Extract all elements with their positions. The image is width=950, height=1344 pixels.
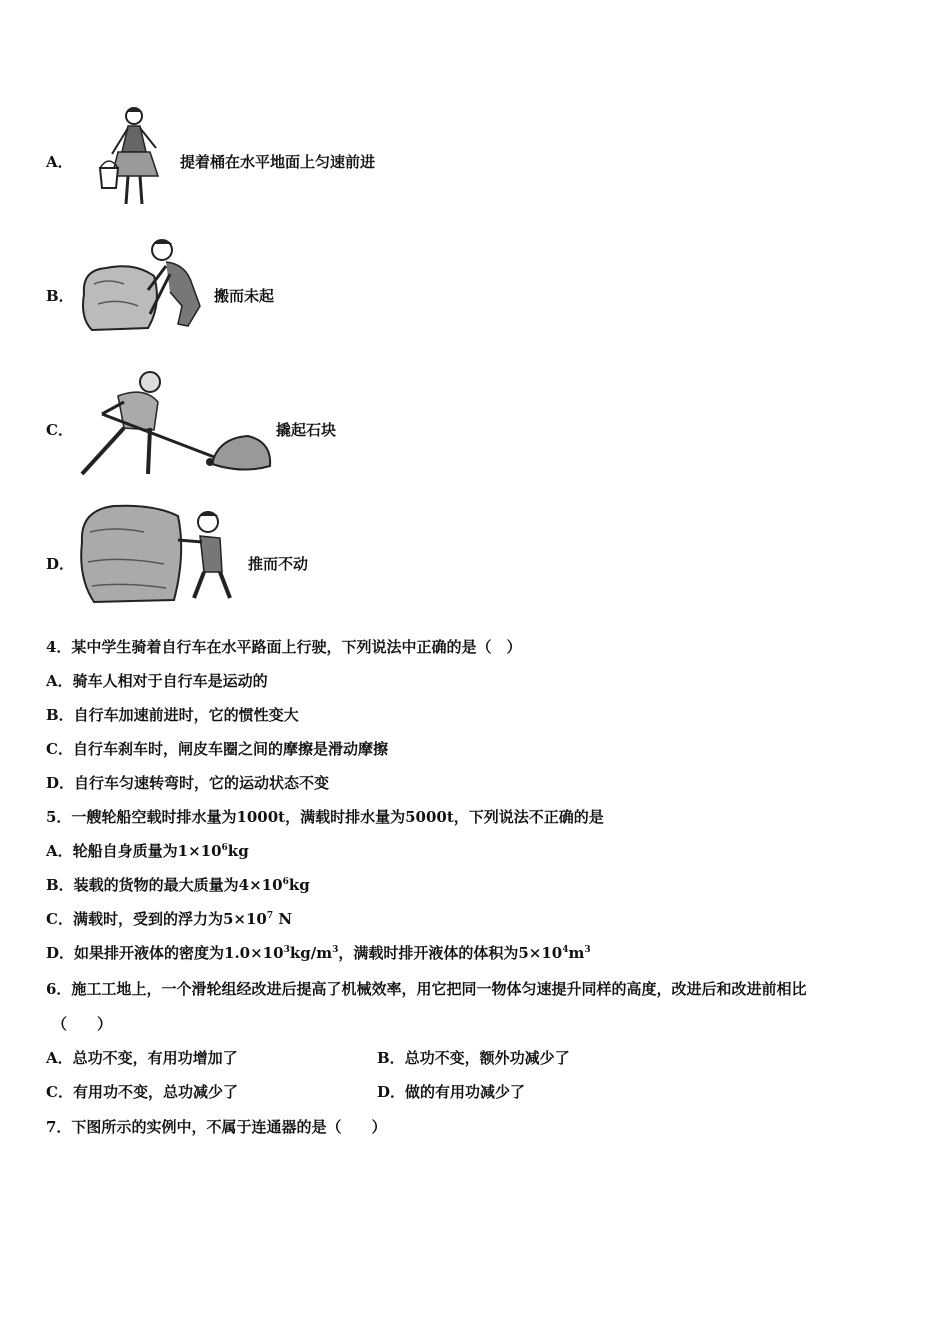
boy-lifting-rock-illustration	[78, 234, 214, 334]
option-caption: 提着桶在水平地面上匀速前进	[180, 153, 376, 171]
option-d: D．如果排开液体的密度为$1.0\times 10^3kg/m^3$，满载时排开液体的体积为$5\times 10^4m^3$	[46, 944, 591, 962]
man-prying-rock-illustration	[72, 368, 276, 480]
option-d: D．自行车匀速转弯时，它的运动状态不变	[46, 774, 330, 792]
option-caption: 撬起石块	[276, 421, 337, 439]
question-stem: 7．下图所示的实例中，不属于连通器的是（ ）	[46, 1118, 387, 1136]
option-letter: D．	[46, 555, 75, 573]
option-b: B．装载的货物的最大质量为$4\times 10^6kg$	[46, 876, 310, 894]
option-caption: 推而不动	[248, 555, 309, 573]
girl-carrying-bucket-illustration	[88, 104, 178, 214]
option-a: A．总功不变，有用功增加了	[46, 1049, 238, 1067]
option-a: A．骑车人相对于自行车是运动的	[46, 672, 268, 690]
question-stem: 6．施工工地上，一个滑轮组经改进后提高了机械效率，用它把同一物体匀速提升同样的高度，改进后和改进前相比	[46, 980, 807, 998]
option-letter: C．	[46, 421, 73, 439]
option-d: D．做的有用功减少了	[377, 1083, 526, 1101]
option-letter: A．	[46, 153, 73, 171]
option-c: C．有用功不变，总功减少了	[46, 1083, 238, 1101]
question-stem: 5．一艘轮船空载时排水量为1000t，满载时排水量为5000t，下列说法不正确的是	[46, 808, 604, 826]
option-c: C．满载时，受到的浮力为$5\times 10^7$ N	[46, 910, 293, 928]
option-c: C．自行车刹车时，闸皮车圈之间的摩擦是滑动摩擦	[46, 740, 388, 758]
answer-parenthesis: （ ）	[52, 1015, 113, 1033]
option-caption: 搬而未起	[214, 287, 275, 305]
option-b: B．自行车加速前进时，它的惯性变大	[46, 706, 299, 724]
question-stem: 4．某中学生骑着自行车在水平路面上行驶，下列说法中正确的是（ ）	[46, 638, 522, 656]
option-letter: B．	[46, 287, 74, 305]
option-b: B．总功不变，额外功减少了	[377, 1049, 570, 1067]
option-a: A．轮船自身质量为$1\times 10^6kg$	[46, 842, 249, 860]
boy-pushing-rock-illustration	[74, 502, 248, 606]
